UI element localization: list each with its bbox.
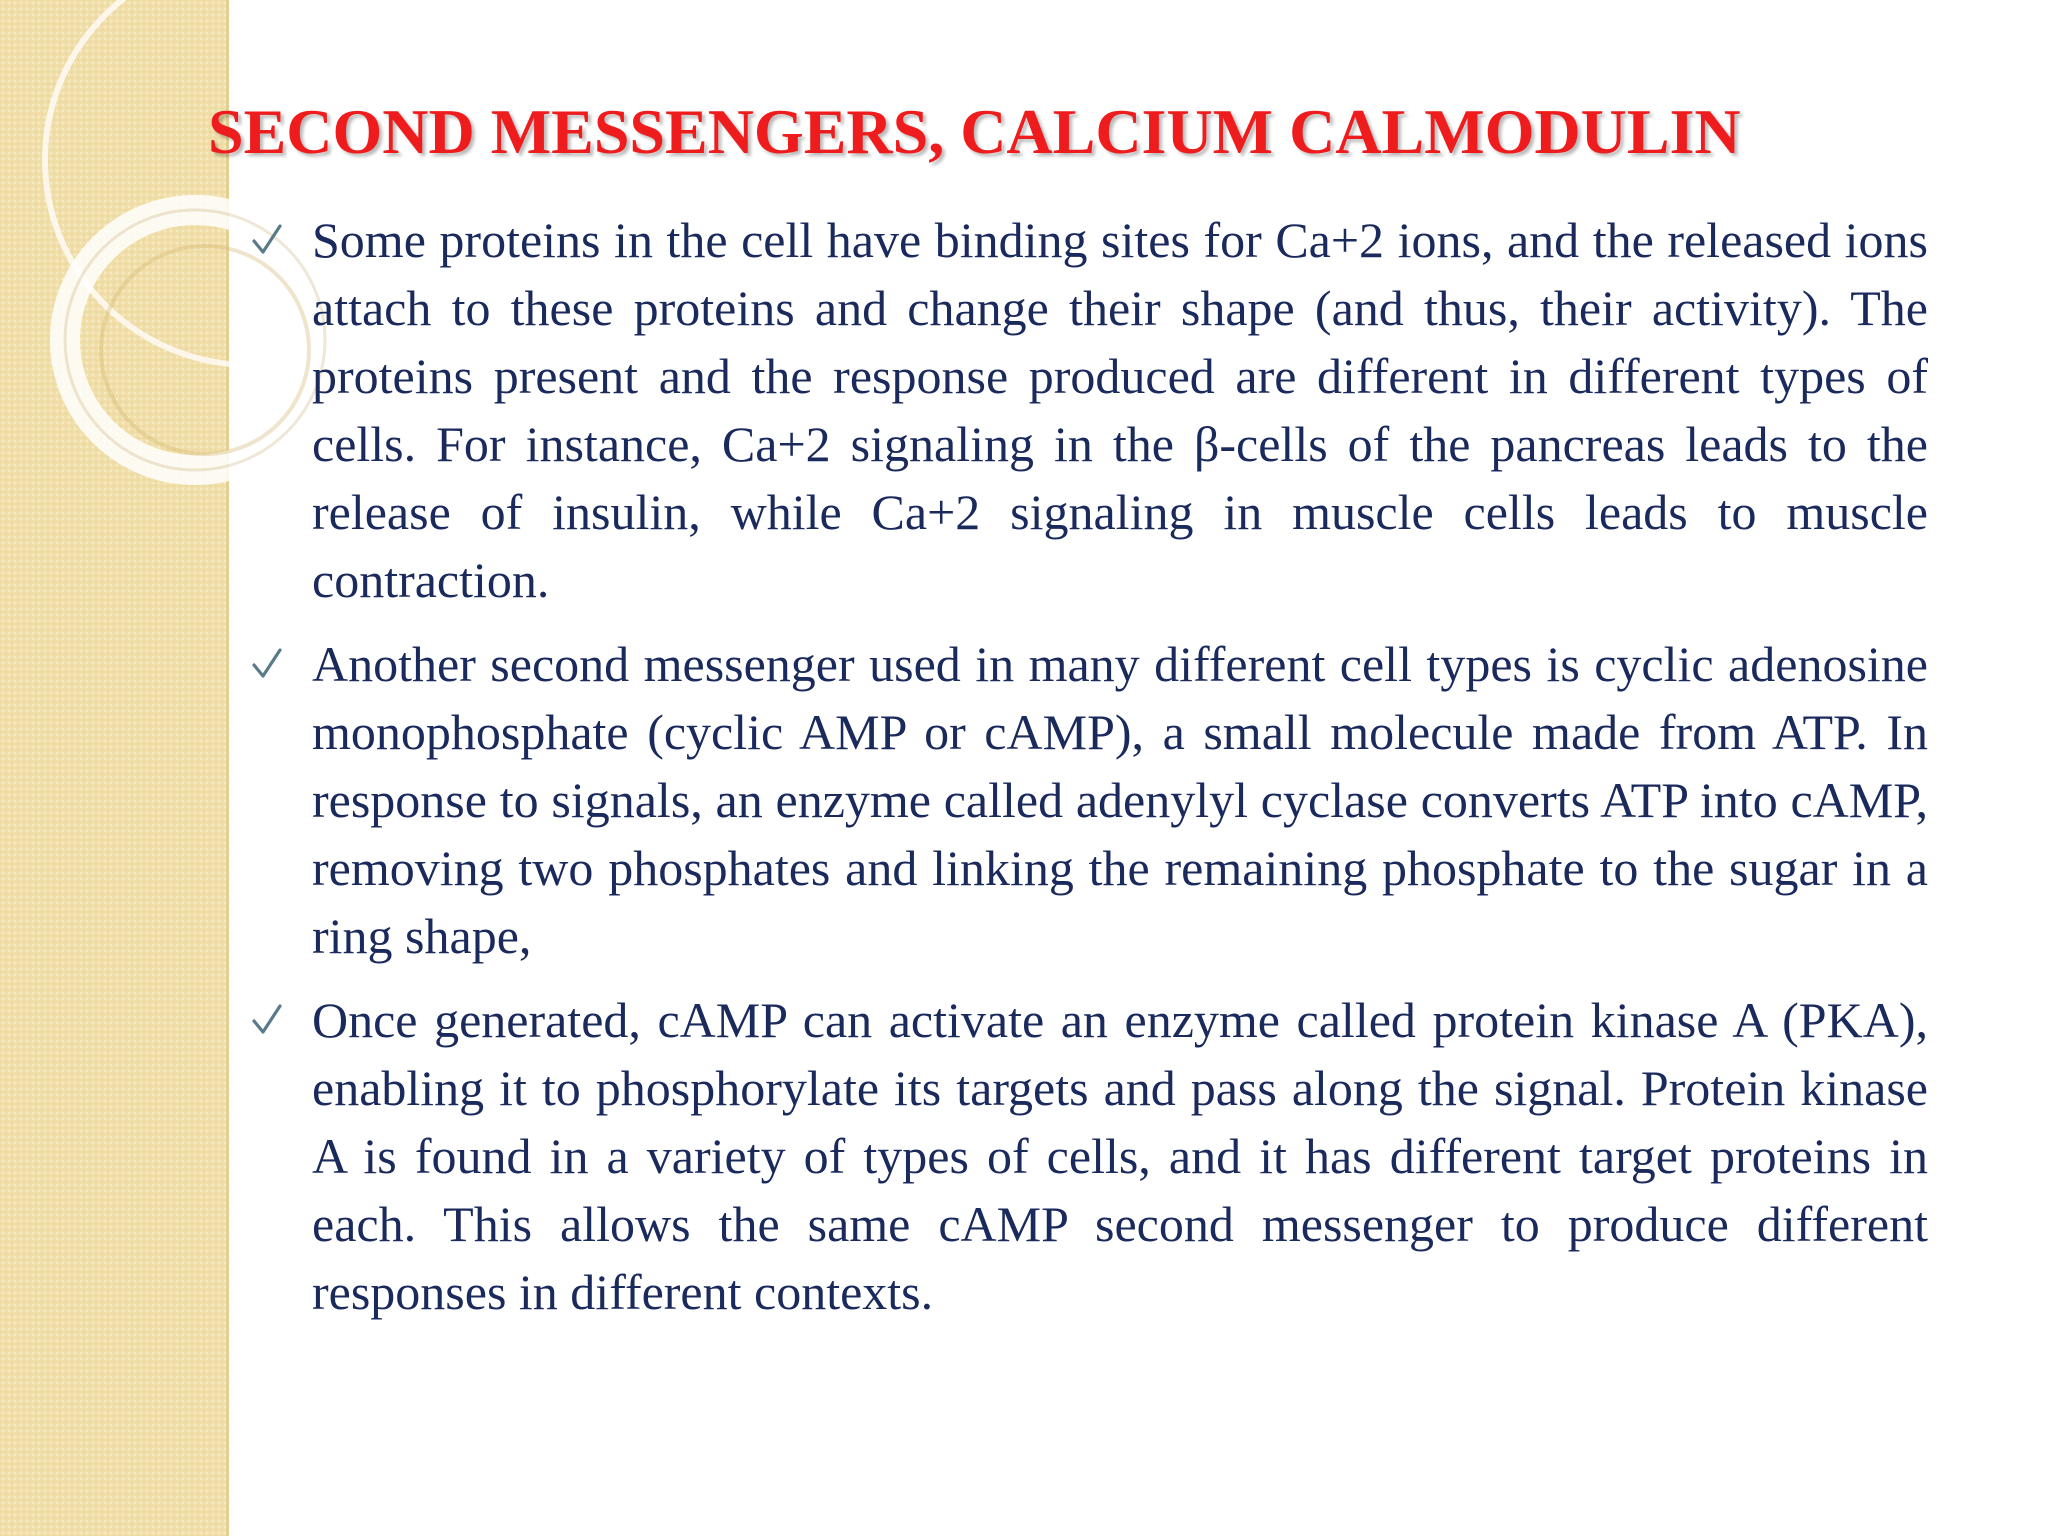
bullet-item bbox=[250, 630, 1928, 970]
bullet-item bbox=[250, 986, 1928, 1326]
slide-title: SECOND MESSENGERS, CALCIUM CALMODULIN bbox=[208, 96, 1741, 167]
checkmark-icon bbox=[250, 988, 284, 1052]
bullet-list bbox=[250, 206, 1928, 1342]
checkmark-icon bbox=[250, 208, 284, 272]
bullet-item bbox=[250, 206, 1928, 614]
bullet-text: Some proteins in the cell have binding sites for Ca+2 ions, and the released ions attach to these proteins and change their shape (and thus, their activity). The proteins present and the response produced are different in different types of cells. For instance, Ca+2 signaling in the β-cells of the pancreas leads to the release of insulin, while Ca+2 signaling in muscle cells leads to muscle contraction. bbox=[312, 212, 1928, 608]
bullet-text: Once generated, cAMP can activate an enzyme called protein kinase A (PKA), enabling it to phosphorylate its targets and pass along the signal. Protein kinase A is found in a variety of types of cells, and it has different target proteins in each. This allows the same cAMP second messenger to produce different responses in different contexts. bbox=[312, 992, 1928, 1320]
checkmark-icon bbox=[250, 632, 284, 696]
bullet-text: Another second messenger used in many different cell types is cyclic adenosine monophosphate (cyclic AMP or cAMP), a small molecule made from ATP. In response to signals, an enzyme called adenylyl cyclase converts ATP into cAMP, removing two phosphates and linking the remaining phosphate to the sugar in a ring shape, bbox=[312, 636, 1928, 964]
